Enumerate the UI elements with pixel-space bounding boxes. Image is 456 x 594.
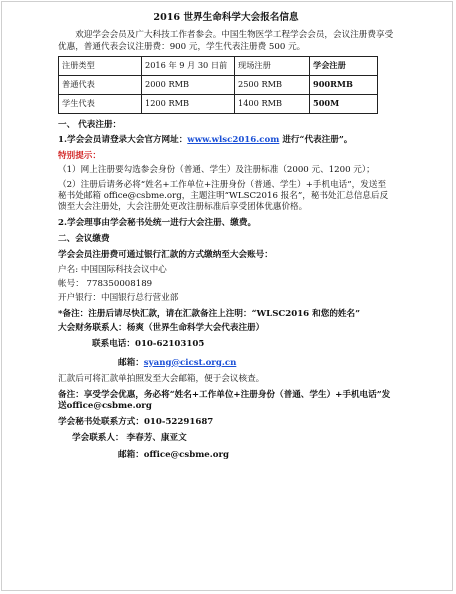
bank-name: 开户银行：中国银行总行营业部 (58, 292, 179, 303)
contact-email-label: 邮箱： (118, 357, 144, 368)
table-cell: 学会注册 (310, 56, 378, 75)
section2-heading: 二、会议缴费 (58, 234, 110, 245)
section1-heading: 一、 代表注册： (58, 119, 122, 130)
finance-contact: 大会财务联系人：杨爽（世界生命科学大会代表注册） (58, 323, 265, 334)
office-email: 邮箱：office@csbme.org (118, 449, 230, 460)
table-cell: 注册类型 (59, 56, 142, 75)
account-number: 帐号： 778350008189 (58, 278, 153, 289)
table-row (59, 56, 378, 75)
table-cell: 现场注册 (235, 56, 310, 75)
tip2: （2）注册后请务必将“姓名+工作单位+注册身份（普通、学生）+手机电话”，发送至秘书处邮箱 office@csbme.org，主题注明“WLSC2016 报名”，秘书处汇总信息后反馈至大会注册处，大会注册处更改注册标准后享受团体优惠价格。 (58, 179, 389, 212)
tip1: （1）网上注册要勾选参会身份（普通、学生）及注册标准（2000 元、1200 元）； (58, 165, 375, 176)
table-cell: 学生代表 (59, 94, 142, 113)
table-cell: 普通代表 (59, 75, 142, 94)
tips-label: 特别提示： (58, 151, 101, 162)
document-page (58, 12, 394, 461)
item1 (58, 135, 394, 146)
remit-note (58, 309, 394, 320)
table-cell: 1200 RMB (142, 94, 235, 113)
item1-suffix: 进行“代表注册”。 (279, 134, 353, 145)
intro-paragraph: 欢迎学会会员及广大科技工作者参会。中国生物医学工程学会会员，会议注册费享受优惠，普通代表会议注册费：900 元，学生代表注册费 500 元。 (58, 30, 394, 52)
payment-lead: 学会会员注册费可通过银行汇款的方式缴纳至大会账号： (58, 250, 273, 261)
account-name: 户名: 中国国际科技会议中心 (58, 264, 167, 275)
table-row (59, 75, 378, 94)
table-cell: 2000 RMB (142, 75, 235, 94)
contact-email-row (58, 358, 394, 369)
website-link[interactable]: www.wlsc2016.com (187, 134, 280, 145)
secretariat-contact: 学会秘书处联系方式：010-52291687 (58, 417, 214, 428)
table-cell: 1400 RMB (235, 94, 310, 113)
table-row (59, 94, 378, 113)
item1-prefix: 1.学会会员请登录大会官方网址： (58, 134, 188, 145)
table-cell: 2500 RMB (235, 75, 310, 94)
remark: 备注：享受学会优惠，务必将“姓名+工作单位+注册身份（普通、学生）+手机电话”发送office@csbme.org (58, 389, 391, 412)
fee-table (58, 56, 378, 114)
remit-note-highlight: “WLSC2016 和您的姓名” (251, 309, 361, 320)
page-title: 2016 世界生命科学大会报名信息 (153, 12, 299, 23)
remit-note-text: *备注：注册后请尽快汇款，请在汇款备注上注明： (58, 309, 252, 320)
contact-email-link[interactable]: syang@cicst.org.cn (143, 357, 237, 368)
table-cell: 900RMB (310, 75, 378, 94)
after-remit: 汇款后可将汇款单拍照发至大会邮箱，便于会议核查。 (58, 373, 265, 384)
contact-phone: 联系电话：010-62103105 (92, 339, 205, 350)
item2: 2.学会理事由学会秘书处统一进行大会注册、缴费。 (58, 218, 257, 229)
table-cell: 2016 年 9 月 30 日前 (142, 56, 235, 75)
table-cell: 500M (310, 94, 378, 113)
society-contact: 学会联系人： 李春芳、康亚文 (72, 433, 187, 444)
